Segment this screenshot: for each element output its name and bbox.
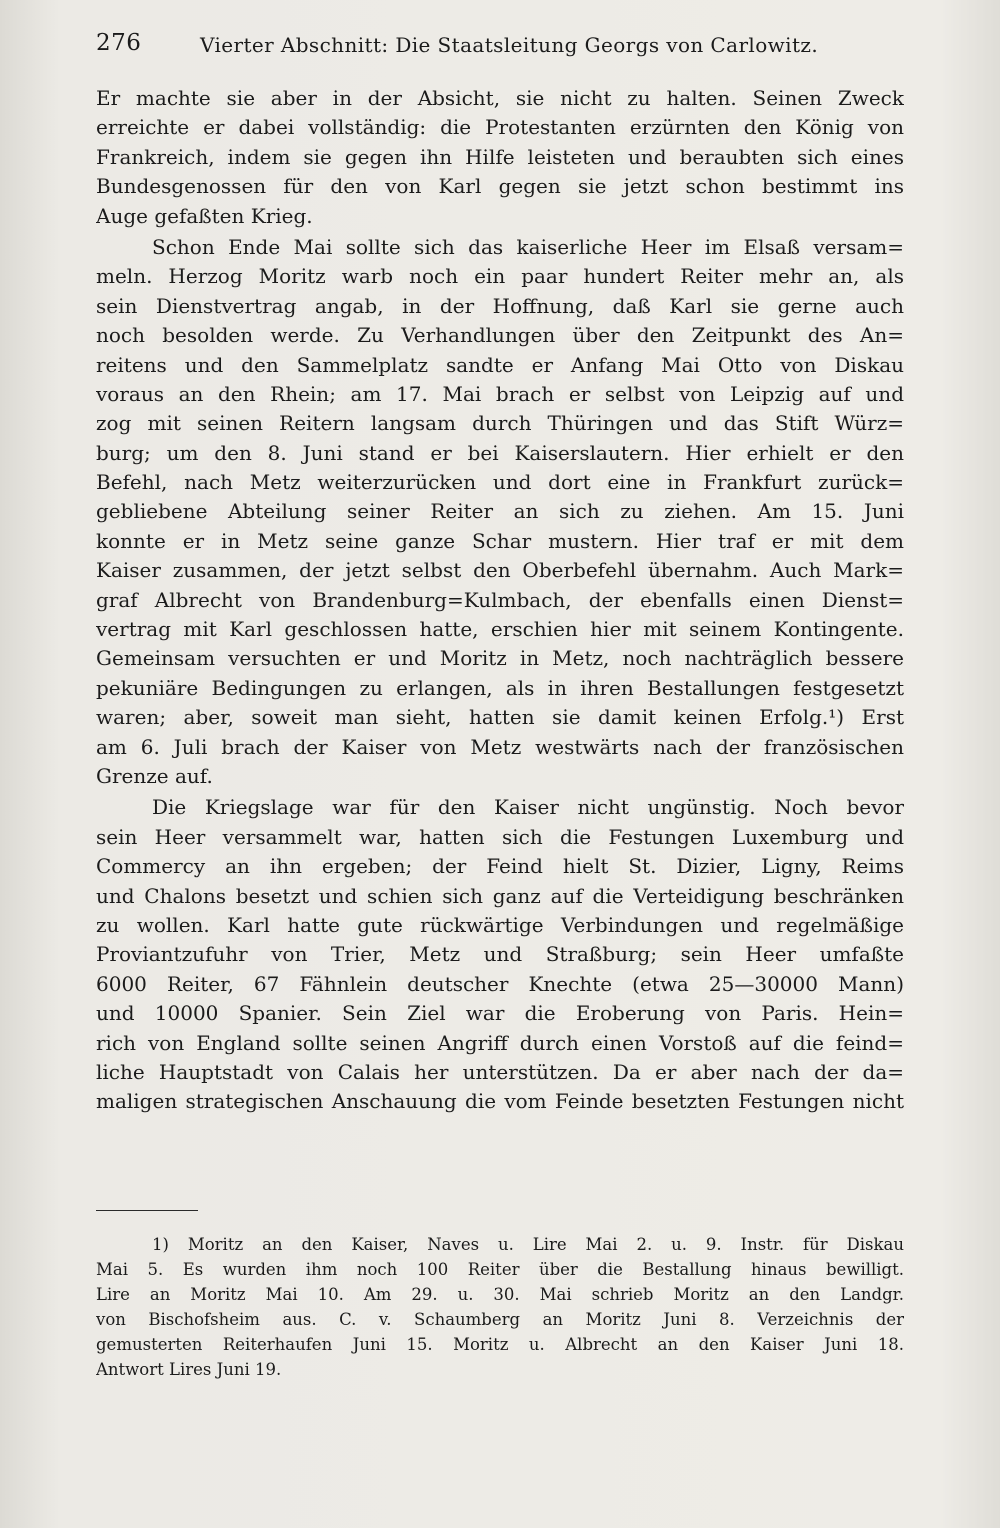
text-line: Proviantzufuhr von Trier, Metz und Straßburg; sein Heer umfaßte: [96, 942, 904, 967]
text-line: rich von England sollte seinen Angriff durch einen Vorstoß auf die feind=: [96, 1030, 904, 1055]
text-line: am 6. Juli brach der Kaiser von Metz westwärts nach der französischen: [96, 734, 904, 759]
text-line-with-footnote-ref: waren; aber, soweit man sieht, hatten sie damit keinen Erfolg.¹) Erst: [96, 705, 904, 730]
text-line: reitens und den Sammelplatz sandte er Anfang Mai Otto von Diskau: [96, 352, 904, 377]
text-line: graf Albrecht von Brandenburg=Kulmbach, der ebenfalls einen Dienst=: [96, 587, 904, 612]
text-line: Commercy an ihn ergeben; der Feind hielt St. Dizier, Ligny, Reims: [96, 854, 904, 879]
text-line: meln. Herzog Moritz warb noch ein paar hundert Reiter mehr an, als: [96, 264, 904, 289]
text-line: Kaiser zusammen, der jetzt selbst den Oberbefehl übernahm. Auch Mark=: [96, 558, 904, 583]
text-line: gebliebene Abteilung seiner Reiter an sich zu ziehen. Am 15. Juni: [96, 499, 904, 524]
text-line: Befehl, nach Metz weiterzurücken und dort eine in Frankfurt zurück=: [96, 470, 904, 495]
text-line: erreichte er dabei vollständig: die Protestanten erzürnten den König von: [96, 115, 904, 140]
footnote-line: Mai 5. Es wurden ihm noch 100 Reiter über die Bestallung hinaus bewilligt.: [96, 1260, 904, 1279]
text-line: 6000 Reiter, 67 Fähnlein deutscher Knechte (etwa 25—30000 Mann): [96, 971, 904, 996]
text-line: zog mit seinen Reitern langsam durch Thüringen und das Stift Würz=: [96, 411, 904, 436]
text-line: voraus an den Rhein; am 17. Mai brach er selbst von Leipzig auf und: [96, 381, 904, 406]
text-line: noch besolden werde. Zu Verhandlungen über den Zeitpunkt des An=: [96, 323, 904, 348]
text-line: pekuniäre Bedingungen zu erlangen, als in ihren Bestallungen festgesetzt: [96, 675, 904, 700]
footnote-line: gemusterten Reiterhaufen Juni 15. Moritz u. Albrecht an den Kaiser Juni 18.: [96, 1335, 904, 1354]
text-line: Grenze auf.: [96, 763, 213, 788]
page-number: 276: [96, 30, 142, 56]
text-line: liche Hauptstadt von Calais her unterstützen. Da er aber nach der da=: [96, 1059, 904, 1084]
running-title: Vierter Abschnitt: Die Staatsleitung Georgs von Carlowitz.: [200, 33, 819, 57]
footnote-line: Antwort Lires Juni 19.: [96, 1360, 282, 1379]
paragraph-start: Schon Ende Mai sollte sich das kaiserliche Heer im Elsaß versam=: [152, 234, 904, 259]
text-line: Gemeinsam versuchten er und Moritz in Metz, noch nachträglich bessere: [96, 646, 904, 671]
footnote-line: 1) Moritz an den Kaiser, Naves u. Lire Mai 2. u. 9. Instr. für Diskau: [152, 1235, 904, 1254]
footnotes: [96, 1232, 904, 1382]
footnote-line: von Bischofsheim aus. C. v. Schaumberg an Moritz Juni 8. Verzeichnis der: [96, 1310, 904, 1329]
paragraph-start: Die Kriegslage war für den Kaiser nicht ungünstig. Noch bevor: [152, 795, 904, 820]
footnote-line: Lire an Moritz Mai 10. Am 29. u. 30. Mai schrieb Moritz an den Landgr.: [96, 1285, 904, 1304]
text-line: Er machte sie aber in der Absicht, sie nicht zu halten. Seinen Zweck: [96, 86, 904, 110]
footnote-divider: [96, 1210, 198, 1211]
page-header: [96, 30, 904, 70]
text-line: zu wollen. Karl hatte gute rückwärtige Verbindungen und regelmäßige: [96, 912, 904, 937]
text-line: sein Heer versammelt war, hatten sich die Festungen Luxemburg und: [96, 824, 904, 849]
text-line: Frankreich, indem sie gegen ihn Hilfe leisteten und beraubten sich eines: [96, 144, 904, 169]
text-line: burg; um den 8. Juni stand er bei Kaiserslautern. Hier erhielt er den: [96, 440, 904, 465]
text-line: Bundesgenossen für den von Karl gegen sie jetzt schon bestimmt ins: [96, 174, 904, 199]
text-line: vertrag mit Karl geschlossen hatte, erschien hier mit seinem Kontingente.: [96, 617, 904, 642]
text-line: sein Dienstvertrag angab, in der Hoffnung, daß Karl sie gerne auch: [96, 293, 904, 318]
text-line: und 10000 Spanier. Sein Ziel war die Eroberung von Paris. Hein=: [96, 1001, 904, 1026]
text-line: und Chalons besetzt und schien sich ganz auf die Verteidigung beschränken: [96, 883, 904, 908]
text-line: Auge gefaßten Krieg.: [96, 203, 313, 228]
text-line: maligen strategischen Anschauung die vom Feinde besetzten Festungen nicht: [96, 1089, 904, 1114]
text-line: konnte er in Metz seine ganze Schar mustern. Hier traf er mit dem: [96, 528, 904, 553]
main-text: [96, 84, 904, 1117]
